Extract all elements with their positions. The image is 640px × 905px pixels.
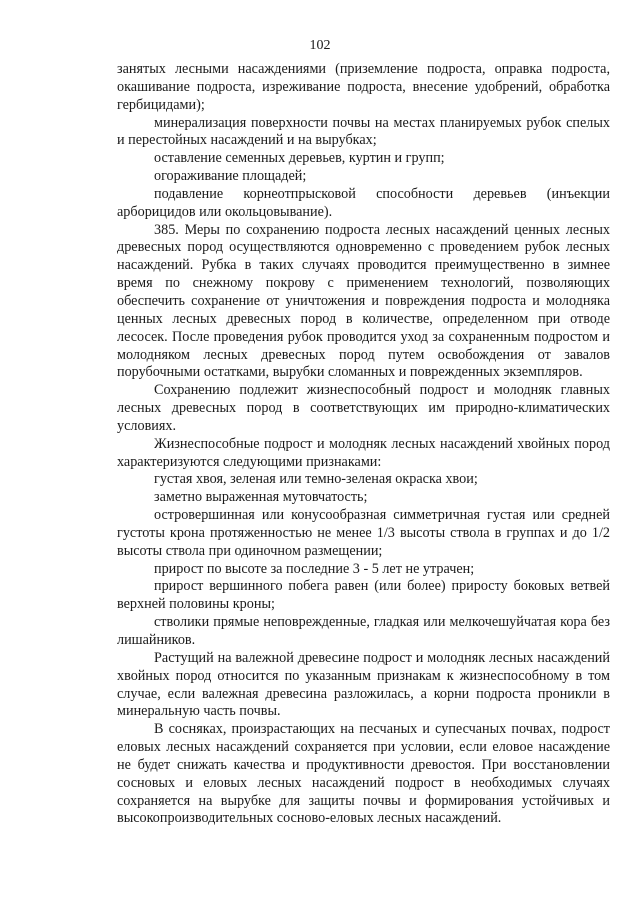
paragraph-385: 385. Меры по сохранению подроста лесных насаждений ценных лесных древесных пород осуществляются одновременно с проведением рубок лесных насаждений. Рубка в таких случаях проводится преимущественно в зимнее время по снежному покрову с применением технологий, позволяющих обеспечить сохранение от уничтожения и повреждения подроста и молодняка ценных лесных древесных пород в количестве, определенном при отводе лесосек. После проведения рубок проводится уход за сохраненным подростом и молодняком лесных древесных пород путем освобождения от завалов порубочными остатками, вырубки сломанных и поврежденных экземпляров.	[117, 221, 610, 381]
paragraph: Жизнеспособные подрост и молодняк лесных насаждений хвойных пород характеризуются следующими признаками:	[117, 435, 610, 470]
paragraph: оставление семенных деревьев, куртин и групп;	[154, 150, 445, 167]
paragraph: подавление корнеотпрысковой способности деревьев (инъекции арборицидов или окольцовывание).	[117, 185, 610, 220]
paragraph: огораживание площадей;	[154, 168, 307, 185]
paragraph: В сосняках, произрастающих на песчаных и супесчаных почвах, подрост еловых лесных насаждений сохраняется при условии, если еловое насаждение не будет снижать качества и продуктивности древостоя. При восстановлении сосновых и еловых лесных насаждений подрост в необходимых случаях сохраняется на вырубке для защиты почвы и формирования устойчивых и высокопроизводительных сосново-еловых лесных насаждений.	[117, 721, 610, 827]
list-item: островершинная или конусообразная симметричная густая или средней густоты крона протяженностью не менее 1/3 высоты ствола в группах и до 1/2 высоты ствола при одиночном размещении;	[117, 507, 610, 559]
document-body	[117, 61, 610, 828]
paragraph: Сохранению подлежит жизнеспособный подрост и молодняк главных лесных древесных пород в соответствующих им природно-климатических условиях.	[117, 382, 610, 434]
paragraph: занятых лесными насаждениями (приземление подроста, оправка подроста, окашивание подроста, изреживание подроста, внесение удобрений, обработка гербицидами);	[117, 61, 610, 113]
list-item: заметно выраженная мутовчатость;	[154, 489, 368, 506]
list-item: прирост по высоте за последние 3 - 5 лет не утрачен;	[154, 560, 475, 577]
paragraph: Растущий на валежной древесине подрост и молодняк лесных насаждений хвойных пород относится по указанным признакам к жизнеспособному в том случае, если валежная древесина разложилась, а корни подроста проникли в минеральную часть почвы.	[117, 649, 610, 720]
page-number: 102	[309, 38, 331, 53]
list-item: стволики прямые неповрежденные, гладкая или мелкочешуйчатая кора без лишайников.	[117, 614, 610, 648]
list-item: прирост вершинного побега равен (или более) приросту боковых ветвей верхней половины кроны;	[117, 578, 610, 613]
list-item: густая хвоя, зеленая или темно-зеленая окраска хвои;	[154, 471, 478, 488]
paragraph: минерализация поверхности почвы на местах планируемых рубок спелых и перестойных насаждений и на вырубках;	[117, 114, 610, 149]
